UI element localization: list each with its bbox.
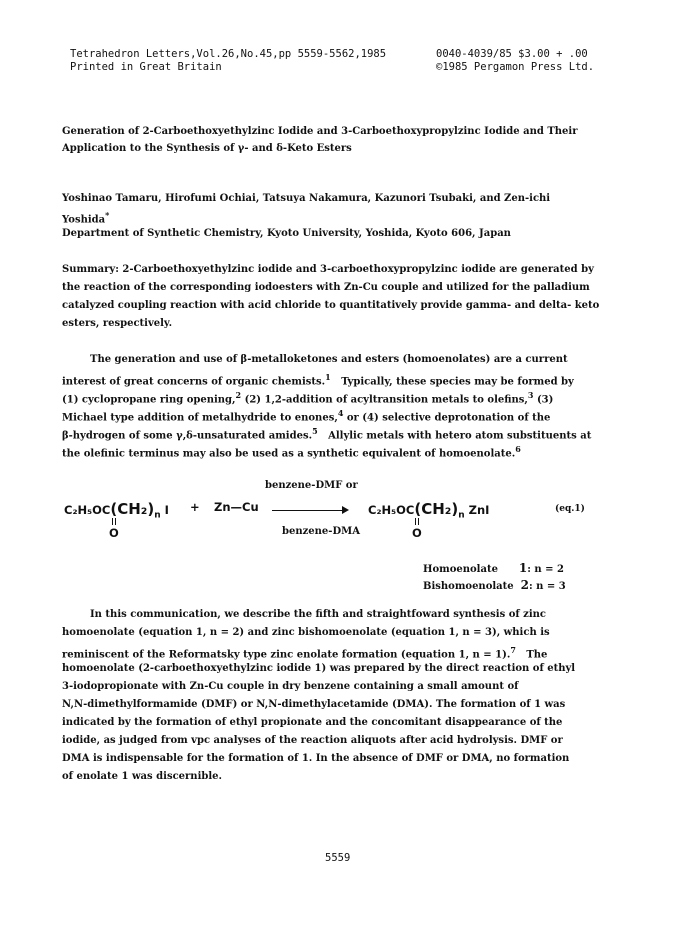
para2-line10 — [62, 771, 222, 782]
eq-reactant — [64, 500, 169, 520]
text-span: Typically, these species may be formed by — [341, 376, 574, 388]
chem-text: (CH₂) — [414, 500, 459, 518]
eq-oxygen-left: O — [109, 526, 119, 540]
printed-in: Printed in Great Britain — [70, 61, 222, 73]
carbonyl-bond — [415, 518, 416, 525]
compound-ref: 1 — [301, 753, 309, 764]
summary-line3: catalyzed coupling reaction with acid chloride to quantitatively provide gamma- and delta- keto — [62, 300, 600, 311]
text-span: homoenolate (2-carboethoxyethylzinc iodide — [62, 663, 312, 674]
compound-ref: 1 — [534, 699, 542, 710]
eq-condition-below: benzene-DMA — [282, 526, 360, 537]
para1-line2 — [62, 372, 574, 387]
legend-name: Bishomoenolate — [423, 581, 514, 592]
carbonyl-bond — [418, 518, 419, 525]
para2-line4 — [62, 663, 575, 674]
text-span: The — [526, 649, 548, 661]
chem-sub: n — [154, 510, 161, 521]
legend-homoenolate — [423, 561, 564, 575]
legend-name: Homoenolate — [423, 564, 498, 575]
legend-value: : n = 3 — [528, 581, 566, 592]
compound-ref: 1 — [121, 771, 129, 782]
para2-line1: In this communication, we describe the fifth and straightfoward synthesis of zinc — [90, 609, 546, 620]
para2-line9 — [62, 753, 569, 764]
eq-condition-above: benzene-DMF or — [265, 480, 358, 491]
ref-sup: 1 — [325, 372, 331, 382]
text-span: Allylic metals with hetero atom substituents at — [328, 430, 592, 442]
author-last: Yoshida — [62, 214, 106, 226]
summary-line4: esters, respectively. — [62, 318, 173, 329]
chem-text: C₂H₅OC — [64, 503, 111, 517]
text-span: interest of great concerns of organic chemists. — [62, 376, 326, 388]
text-span: the olefinic terminus may also be used as a synthetic equivalent of homoenolate. — [62, 448, 516, 460]
text-span: or (4) selective deprotonation of the — [346, 412, 551, 424]
text-span: was discernible. — [131, 771, 222, 782]
para2-line6 — [62, 699, 565, 710]
eq-label: (eq.1) — [555, 504, 585, 514]
para2-line3 — [62, 645, 547, 660]
journal-citation: Tetrahedron Letters,Vol.26,No.45,pp 5559-5562,1985 — [70, 48, 387, 60]
text-span: (2) 1,2-addition of acyltransition metals to olefins, — [244, 394, 528, 406]
chem-text: C₂H₅OC — [368, 503, 415, 517]
chem-sub: n — [458, 510, 465, 521]
issn-price: 0040-4039/85 $3.00 + .00 — [436, 48, 588, 60]
reaction-arrow-shaft — [272, 510, 342, 511]
text-span: (3) — [536, 394, 554, 406]
compound-number: 1 — [518, 561, 528, 575]
chem-text: (CH₂) — [110, 500, 155, 518]
chem-text: I — [164, 503, 169, 517]
text-span: (1) cyclopropane ring opening, — [62, 394, 236, 406]
para1-line6 — [62, 444, 521, 459]
text-span: β-hydrogen of some γ,δ-unsaturated amides. — [62, 430, 313, 442]
para2-line5: 3-iodopropionate with Zn-Cu couple in dry benzene containing a small amount of — [62, 681, 519, 692]
para2-line7: indicated by the formation of ethyl propionate and the concomitant disappearance of the — [62, 717, 563, 728]
text-span: DMA is indispensable for the formation of — [62, 753, 299, 764]
para1-line3 — [62, 390, 553, 405]
ref-sup: 2 — [235, 390, 242, 400]
authors-line2 — [62, 210, 109, 225]
text-span: N,N-dimethylformamide (DMF) or N,N-dimethylacetamide (DMA). The formation of — [62, 699, 531, 710]
text-span: Michael type addition of metalhydride to enones, — [62, 412, 338, 424]
para2-line8: iodide, as judged from vpc analyses of the reaction aliquots after acid hydrolysis. DMF or — [62, 735, 563, 746]
eq-product — [368, 500, 489, 520]
authors-line1: Yoshinao Tamaru, Hirofumi Ochiai, Tatsuya Nakamura, Kazunori Tsubaki, and Zen-ichi — [62, 193, 551, 204]
ref-sup: 7 — [510, 645, 516, 655]
summary-line1: Summary: 2-Carboethoxyethylzinc iodide and 3-carboethoxypropylzinc iodide are generated by — [62, 264, 594, 275]
text-span: . In the absence of DMF or DMA, no formation — [308, 753, 570, 764]
legend-bishomoenolate — [423, 578, 566, 592]
para1-line5 — [62, 426, 591, 441]
affiliation: Department of Synthetic Chemistry, Kyoto University, Yoshida, Kyoto 606, Japan — [62, 228, 511, 239]
para1-line4 — [62, 408, 550, 423]
ref-sup: 6 — [515, 444, 521, 454]
ref-sup: 5 — [312, 426, 318, 436]
carbonyl-bond — [112, 518, 113, 525]
reaction-arrow-head — [342, 506, 349, 514]
page-number: 5559 — [325, 852, 351, 864]
copyright: ©1985 Pergamon Press Ltd. — [436, 61, 595, 73]
eq-oxygen-right: O — [412, 526, 422, 540]
para1-line1: The generation and use of β-metalloketones and esters (homoenolates) are a current — [90, 354, 568, 365]
compound-number: 2 — [520, 578, 529, 592]
eq-reagent: Zn—Cu — [214, 500, 259, 514]
text-span: reminiscent of the Reformatsky type zinc enolate formation (equation 1, n = 1). — [62, 649, 511, 661]
corresponding-star: * — [105, 210, 110, 220]
summary-line2: the reaction of the corresponding iodoesters with Zn-Cu couple and utilized for the palladium — [62, 282, 590, 293]
para2-line2: homoenolate (equation 1, n = 2) and zinc bishomoenolate (equation 1, n = 3), which is — [62, 627, 550, 638]
text-span: was — [544, 699, 566, 710]
paper-title-line2: Application to the Synthesis of γ- and δ-Keto Esters — [62, 143, 352, 154]
legend-value: : n = 2 — [527, 564, 564, 575]
eq-plus: + — [190, 500, 200, 514]
paper-title-line1: Generation of 2-Carboethoxyethylzinc Iodide and 3-Carboethoxypropylzinc Iodide and Their — [62, 126, 578, 137]
chem-text: ZnI — [468, 503, 490, 517]
ref-sup: 4 — [337, 408, 344, 418]
ref-sup: 3 — [527, 390, 534, 400]
compound-ref: 1 — [314, 663, 322, 674]
text-span: ) was prepared by the direct reaction of ethyl — [321, 663, 576, 674]
text-span: of enolate — [62, 771, 119, 782]
carbonyl-bond — [115, 518, 116, 525]
